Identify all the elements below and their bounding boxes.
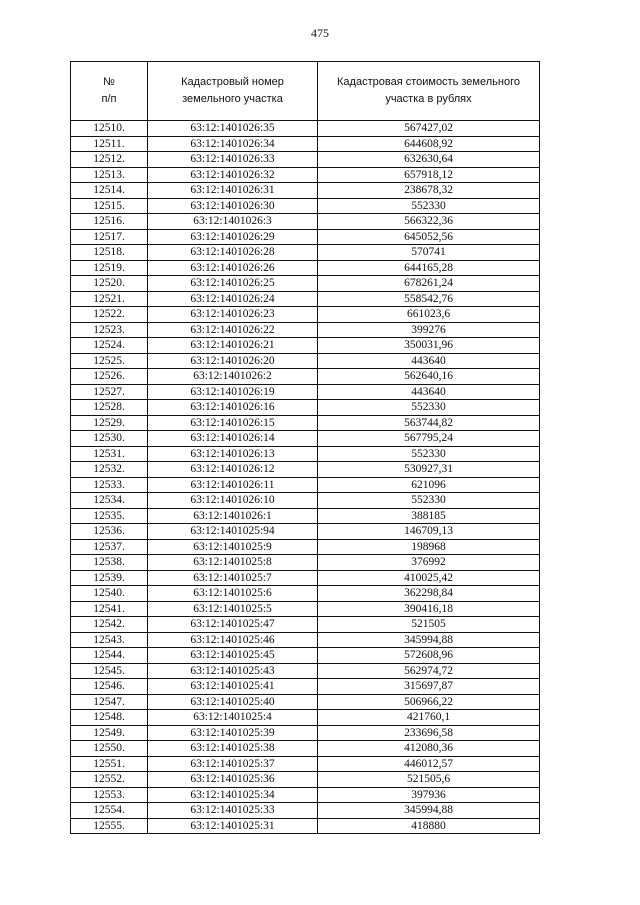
- cadastral-value: 558542,76: [318, 291, 540, 307]
- cadastral-value: 530927,31: [318, 462, 540, 478]
- cadastral-number: 63:12:1401026:34: [148, 136, 318, 152]
- cadastral-number: 63:12:1401026:25: [148, 276, 318, 292]
- row-number: 12548.: [71, 710, 148, 726]
- cadastral-value: 657918,12: [318, 167, 540, 183]
- cadastral-number: 63:12:1401026:21: [148, 338, 318, 354]
- cadastral-value: 552330: [318, 198, 540, 214]
- row-number: 12538.: [71, 555, 148, 571]
- table-row: [71, 570, 540, 586]
- row-number: 12555.: [71, 818, 148, 834]
- cadastral-value: 661023,6: [318, 307, 540, 323]
- row-number: 12515.: [71, 198, 148, 214]
- row-number: 12547.: [71, 694, 148, 710]
- table-body: [71, 121, 540, 834]
- row-number: 12512.: [71, 152, 148, 168]
- cadastral-value: 388185: [318, 508, 540, 524]
- cadastral-number: 63:12:1401025:4: [148, 710, 318, 726]
- row-number: 12537.: [71, 539, 148, 555]
- cadastral-number: 63:12:1401025:39: [148, 725, 318, 741]
- cadastral-number: 63:12:1401025:47: [148, 617, 318, 633]
- cadastral-value: 644165,28: [318, 260, 540, 276]
- row-number: 12531.: [71, 446, 148, 462]
- cadastral-value: 410025,42: [318, 570, 540, 586]
- cadastral-number: 63:12:1401026:14: [148, 431, 318, 447]
- table-row: [71, 167, 540, 183]
- row-number: 12552.: [71, 772, 148, 788]
- cadastral-value: 562640,16: [318, 369, 540, 385]
- cadastral-value: 443640: [318, 353, 540, 369]
- table-row: [71, 555, 540, 571]
- cadastral-value: 446012,57: [318, 756, 540, 772]
- row-number: 12519.: [71, 260, 148, 276]
- table-row: [71, 663, 540, 679]
- header-cadastral-line-1: Кадастровый номер: [181, 76, 284, 88]
- cadastral-number: 63:12:1401026:29: [148, 229, 318, 245]
- row-number: 12528.: [71, 400, 148, 416]
- cadastral-value: 644608,92: [318, 136, 540, 152]
- cadastral-value: 552330: [318, 400, 540, 416]
- cadastral-number: 63:12:1401025:46: [148, 632, 318, 648]
- row-number: 12553.: [71, 787, 148, 803]
- cadastral-number: 63:12:1401025:94: [148, 524, 318, 540]
- cadastral-number: 63:12:1401025:8: [148, 555, 318, 571]
- cadastral-value: 376992: [318, 555, 540, 571]
- table-row: [71, 198, 540, 214]
- row-number: 12522.: [71, 307, 148, 323]
- cadastral-value: 362298,84: [318, 586, 540, 602]
- row-number: 12520.: [71, 276, 148, 292]
- row-number: 12549.: [71, 725, 148, 741]
- header-cadastral-line-2: земельного участка: [182, 93, 283, 105]
- cadastral-value: 345994,88: [318, 803, 540, 819]
- row-number: 12539.: [71, 570, 148, 586]
- cadastral-number: 63:12:1401025:40: [148, 694, 318, 710]
- table-row: [71, 601, 540, 617]
- cadastral-number: 63:12:1401026:32: [148, 167, 318, 183]
- table-row: [71, 617, 540, 633]
- table-row: [71, 121, 540, 137]
- header-value-line-1: Кадастровая стоимость земельного: [337, 76, 520, 88]
- table-row: [71, 400, 540, 416]
- cadastral-value: 345994,88: [318, 632, 540, 648]
- cadastral-number: 63:12:1401026:33: [148, 152, 318, 168]
- row-number: 12543.: [71, 632, 148, 648]
- cadastral-value: 399276: [318, 322, 540, 338]
- cadastral-number: 63:12:1401025:33: [148, 803, 318, 819]
- cadastral-value: 418880: [318, 818, 540, 834]
- table-row: [71, 353, 540, 369]
- table-row: [71, 415, 540, 431]
- cadastral-number: 63:12:1401026:35: [148, 121, 318, 137]
- cadastral-number: 63:12:1401025:43: [148, 663, 318, 679]
- cadastral-value: 567795,24: [318, 431, 540, 447]
- table-row: [71, 431, 540, 447]
- table-header: [71, 62, 540, 121]
- table-row: [71, 307, 540, 323]
- table-row: [71, 384, 540, 400]
- row-number: 12542.: [71, 617, 148, 633]
- table-row: [71, 586, 540, 602]
- cadastral-number: 63:12:1401025:34: [148, 787, 318, 803]
- cadastral-number: 63:12:1401026:24: [148, 291, 318, 307]
- cadastral-value: 562974,72: [318, 663, 540, 679]
- cadastral-number: 63:12:1401025:9: [148, 539, 318, 555]
- header-cadastral-number: [148, 62, 318, 121]
- cadastral-value: 506966,22: [318, 694, 540, 710]
- table-row: [71, 710, 540, 726]
- cadastral-value: 521505: [318, 617, 540, 633]
- cadastral-number: 63:12:1401025:5: [148, 601, 318, 617]
- cadastral-number: 63:12:1401026:28: [148, 245, 318, 261]
- cadastral-number: 63:12:1401026:13: [148, 446, 318, 462]
- row-number: 12546.: [71, 679, 148, 695]
- table-row: [71, 369, 540, 385]
- cadastral-number: 63:12:1401025:31: [148, 818, 318, 834]
- cadastral-number: 63:12:1401026:30: [148, 198, 318, 214]
- cadastral-number: 63:12:1401026:16: [148, 400, 318, 416]
- table-row: [71, 152, 540, 168]
- cadastral-number: 63:12:1401025:38: [148, 741, 318, 757]
- row-number: 12521.: [71, 291, 148, 307]
- cadastral-number: 63:12:1401026:12: [148, 462, 318, 478]
- cadastral-number: 63:12:1401026:1: [148, 508, 318, 524]
- header-number-line-2: п/п: [101, 93, 117, 105]
- cadastral-number: 63:12:1401026:22: [148, 322, 318, 338]
- table-row: [71, 508, 540, 524]
- cadastral-number: 63:12:1401025:41: [148, 679, 318, 695]
- cadastral-value: 563744,82: [318, 415, 540, 431]
- cadastral-number: 63:12:1401026:15: [148, 415, 318, 431]
- cadastral-number: 63:12:1401026:23: [148, 307, 318, 323]
- cadastral-value: 632630,64: [318, 152, 540, 168]
- cadastral-number: 63:12:1401026:2: [148, 369, 318, 385]
- table-row: [71, 493, 540, 509]
- table-row: [71, 276, 540, 292]
- row-number: 12510.: [71, 121, 148, 137]
- row-number: 12554.: [71, 803, 148, 819]
- cadastral-value: 443640: [318, 384, 540, 400]
- cadastral-value: 421760,1: [318, 710, 540, 726]
- row-number: 12516.: [71, 214, 148, 230]
- row-number: 12536.: [71, 524, 148, 540]
- row-number: 12551.: [71, 756, 148, 772]
- cadastral-value: 566322,36: [318, 214, 540, 230]
- table-row: [71, 539, 540, 555]
- cadastral-number: 63:12:1401025:7: [148, 570, 318, 586]
- cadastral-number: 63:12:1401026:3: [148, 214, 318, 230]
- table-row: [71, 818, 540, 834]
- header-number-line-1: №: [103, 76, 115, 88]
- cadastral-number: 63:12:1401025:6: [148, 586, 318, 602]
- cadastral-value: 621096: [318, 477, 540, 493]
- cadastral-value: 678261,24: [318, 276, 540, 292]
- cadastral-value: 390416,18: [318, 601, 540, 617]
- header-cadastral-value: [318, 62, 540, 121]
- header-number: [71, 62, 148, 121]
- table-row: [71, 741, 540, 757]
- cadastral-number: 63:12:1401026:10: [148, 493, 318, 509]
- row-number: 12526.: [71, 369, 148, 385]
- cadastral-value: 315697,87: [318, 679, 540, 695]
- row-number: 12518.: [71, 245, 148, 261]
- row-number: 12524.: [71, 338, 148, 354]
- table-row: [71, 183, 540, 199]
- cadastral-value: 552330: [318, 493, 540, 509]
- cadastral-number: 63:12:1401026:11: [148, 477, 318, 493]
- row-number: 12523.: [71, 322, 148, 338]
- cadastral-number: 63:12:1401026:20: [148, 353, 318, 369]
- row-number: 12513.: [71, 167, 148, 183]
- cadastral-value: 233696,58: [318, 725, 540, 741]
- table-row: [71, 725, 540, 741]
- cadastral-number: 63:12:1401026:19: [148, 384, 318, 400]
- cadastral-value: 397936: [318, 787, 540, 803]
- row-number: 12525.: [71, 353, 148, 369]
- table-row: [71, 322, 540, 338]
- row-number: 12535.: [71, 508, 148, 524]
- page-number: 475: [311, 26, 329, 40]
- table-row: [71, 477, 540, 493]
- table-row: [71, 214, 540, 230]
- cadastral-value: 572608,96: [318, 648, 540, 664]
- cadastral-value: 570741: [318, 245, 540, 261]
- table-row: [71, 524, 540, 540]
- row-number: 12550.: [71, 741, 148, 757]
- cadastral-value: 645052,56: [318, 229, 540, 245]
- table-row: [71, 772, 540, 788]
- table-row: [71, 260, 540, 276]
- header-row: [71, 62, 540, 121]
- cadastral-number: 63:12:1401025:45: [148, 648, 318, 664]
- row-number: 12541.: [71, 601, 148, 617]
- cadastral-number: 63:12:1401026:26: [148, 260, 318, 276]
- cadastral-value: 412080,36: [318, 741, 540, 757]
- table-row: [71, 291, 540, 307]
- cadastral-number: 63:12:1401025:36: [148, 772, 318, 788]
- cadastral-value: 198968: [318, 539, 540, 555]
- row-number: 12527.: [71, 384, 148, 400]
- table-row: [71, 446, 540, 462]
- cadastral-value: 238678,32: [318, 183, 540, 199]
- table-row: [71, 245, 540, 261]
- row-number: 12514.: [71, 183, 148, 199]
- table-row: [71, 229, 540, 245]
- row-number: 12529.: [71, 415, 148, 431]
- row-number: 12533.: [71, 477, 148, 493]
- table-row: [71, 338, 540, 354]
- cadastral-value-table: [70, 61, 540, 834]
- table-row: [71, 632, 540, 648]
- table-row: [71, 648, 540, 664]
- table-row: [71, 679, 540, 695]
- row-number: 12544.: [71, 648, 148, 664]
- table-row: [71, 803, 540, 819]
- header-value-line-2: участка в рублях: [385, 93, 472, 105]
- row-number: 12545.: [71, 663, 148, 679]
- table-row: [71, 787, 540, 803]
- table-row: [71, 136, 540, 152]
- cadastral-value: 567427,02: [318, 121, 540, 137]
- table-row: [71, 756, 540, 772]
- cadastral-value: 146709,13: [318, 524, 540, 540]
- cadastral-value: 552330: [318, 446, 540, 462]
- row-number: 12511.: [71, 136, 148, 152]
- row-number: 12517.: [71, 229, 148, 245]
- table-row: [71, 462, 540, 478]
- row-number: 12532.: [71, 462, 148, 478]
- cadastral-number: 63:12:1401025:37: [148, 756, 318, 772]
- row-number: 12540.: [71, 586, 148, 602]
- cadastral-value: 350031,96: [318, 338, 540, 354]
- row-number: 12534.: [71, 493, 148, 509]
- cadastral-number: 63:12:1401026:31: [148, 183, 318, 199]
- row-number: 12530.: [71, 431, 148, 447]
- cadastral-value: 521505,6: [318, 772, 540, 788]
- table-row: [71, 694, 540, 710]
